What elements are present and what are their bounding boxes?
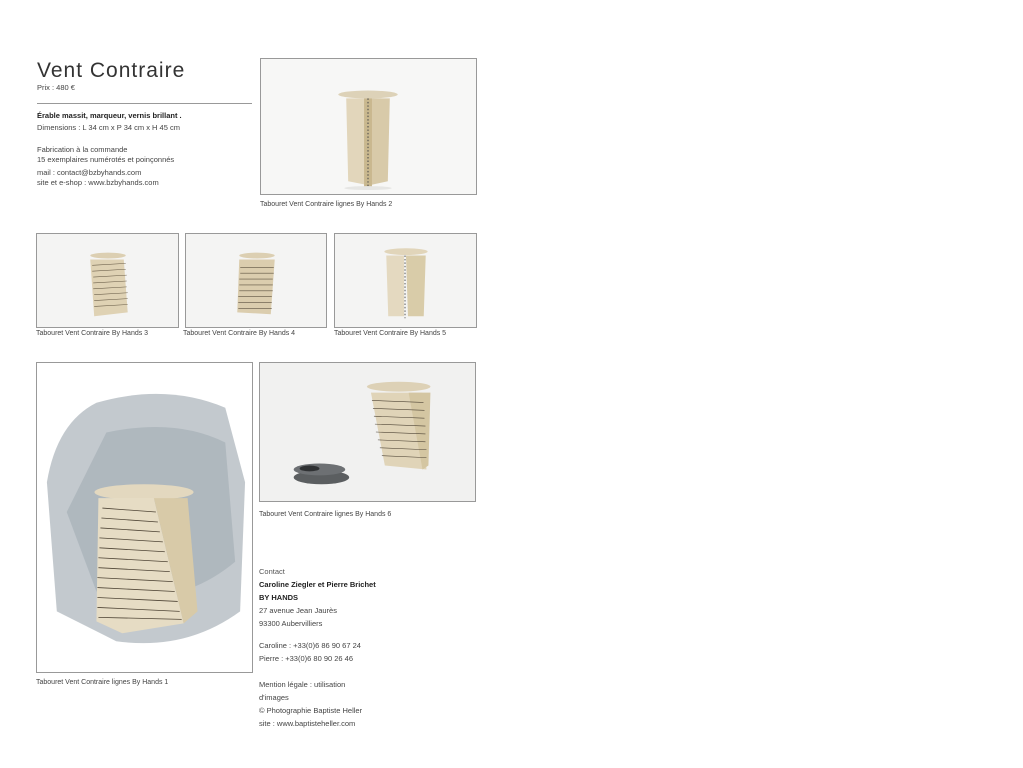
photo-6-caption: Tabouret Vent Contraire lignes By Hands 6 bbox=[259, 511, 392, 518]
stool-photo-6 bbox=[259, 362, 476, 502]
shop-site: site et e-shop : www.bzbyhands.com bbox=[37, 178, 159, 187]
stool-photo-4 bbox=[185, 233, 327, 328]
photo-credit: © Photographie Baptiste Heller bbox=[259, 706, 363, 715]
legal-line-1: Mention légale : utilisation bbox=[259, 680, 346, 689]
product-material: Érable massit, marqueur, vernis brillant . bbox=[37, 111, 182, 120]
stool-photo-5 bbox=[334, 233, 477, 328]
edition-line: 15 exemplaires numérotés et poinçonnés bbox=[37, 155, 175, 164]
photo-3-caption: Tabouret Vent Contraire By Hands 3 bbox=[36, 330, 149, 337]
product-price: Prix : 480 € bbox=[37, 83, 75, 92]
contact-heading: Contact bbox=[259, 567, 285, 576]
photo-2-caption: Tabouret Vent Contraire lignes By Hands 2 bbox=[260, 201, 393, 208]
contact-names: Caroline Ziegler et Pierre Brichet bbox=[259, 580, 376, 589]
photo-5-caption: Tabouret Vent Contraire By Hands 5 bbox=[334, 330, 447, 337]
photo-1-caption: Tabouret Vent Contraire lignes By Hands 1 bbox=[36, 679, 169, 686]
fabrication-line: Fabrication à la commande bbox=[37, 145, 128, 154]
divider bbox=[37, 103, 252, 104]
photo-4-caption: Tabouret Vent Contraire By Hands 4 bbox=[183, 330, 296, 337]
contact-phone-caroline: Caroline : +33(0)6 86 90 67 24 bbox=[259, 641, 361, 650]
legal-line-2: d'images bbox=[259, 693, 289, 702]
legal-notice bbox=[259, 678, 362, 730]
product-title: Vent Contraire bbox=[37, 59, 186, 82]
product-fabrication bbox=[37, 145, 174, 165]
spacer bbox=[259, 630, 376, 639]
contact-city: 93300 Aubervilliers bbox=[259, 619, 323, 628]
product-links bbox=[37, 168, 159, 188]
contact-mail: mail : contact@bzbyhands.com bbox=[37, 168, 142, 177]
contact-street: 27 avenue Jean Jaurès bbox=[259, 606, 337, 615]
product-dimensions: Dimensions : L 34 cm x P 34 cm x H 45 cm bbox=[37, 123, 180, 132]
contact-company: BY HANDS bbox=[259, 593, 299, 602]
stool-photo-2 bbox=[260, 58, 477, 195]
stool-photo-1 bbox=[36, 362, 253, 673]
contact-block bbox=[259, 565, 376, 665]
photographer-site: site : www.baptisteheller.com bbox=[259, 719, 356, 728]
contact-phone-pierre: Pierre : +33(0)6 80 90 26 46 bbox=[259, 654, 354, 663]
stool-photo-3 bbox=[36, 233, 179, 328]
